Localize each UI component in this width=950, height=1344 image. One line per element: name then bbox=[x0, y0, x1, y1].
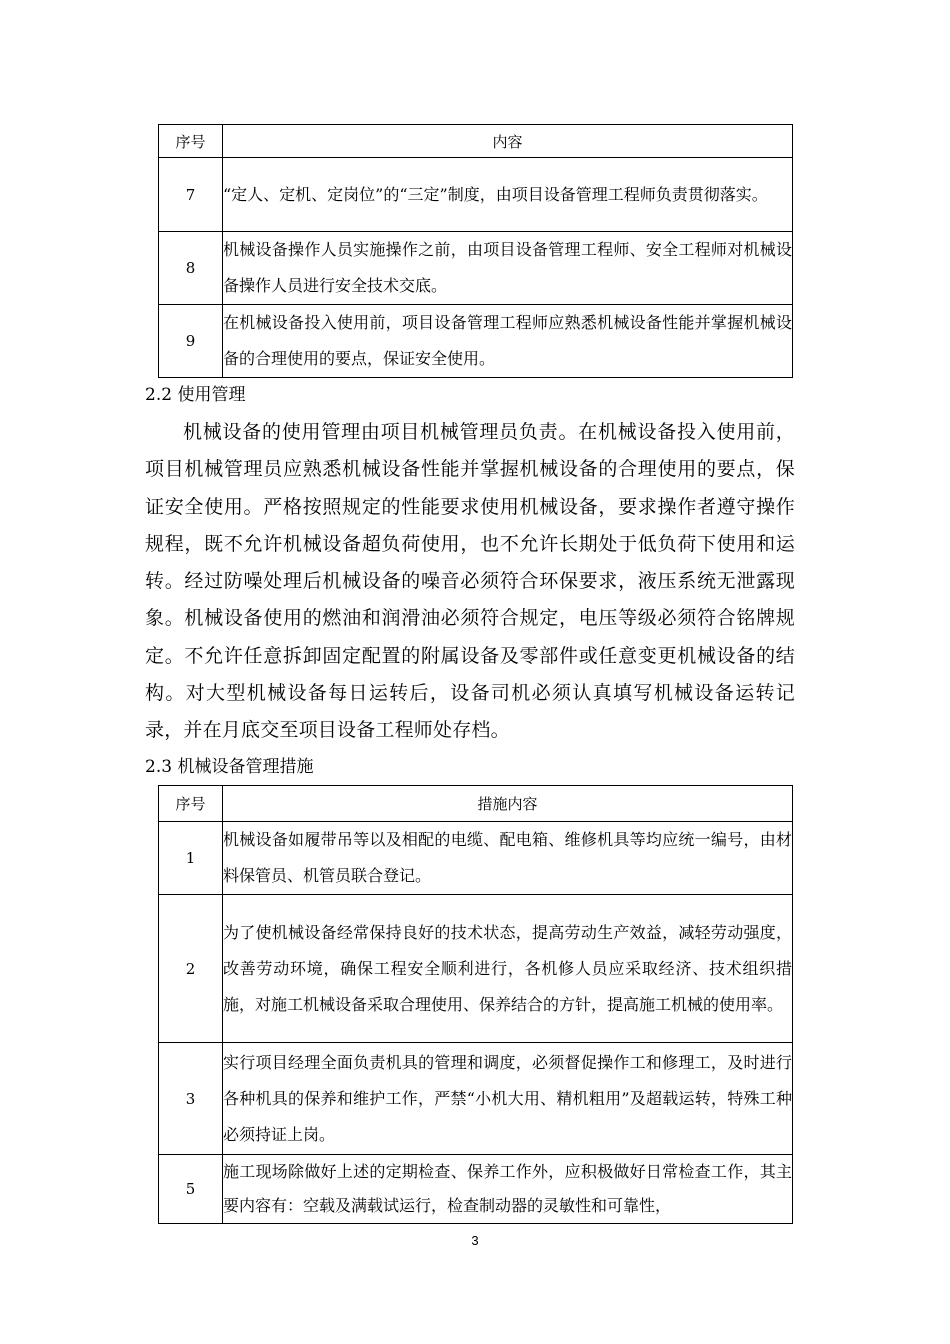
row-number: 3 bbox=[159, 1043, 223, 1155]
row-number: 1 bbox=[159, 822, 223, 895]
table-row bbox=[159, 1155, 793, 1224]
section-heading-management-measures: 2.3 机械设备管理措施 bbox=[145, 757, 314, 777]
table-row bbox=[159, 822, 793, 895]
table-header-row bbox=[159, 786, 793, 822]
row-number: 7 bbox=[159, 158, 223, 232]
page-number: 3 bbox=[471, 1233, 479, 1248]
table-header-row bbox=[159, 125, 793, 158]
table-row bbox=[159, 232, 793, 305]
header-cell-number: 序号 bbox=[159, 125, 223, 158]
row-number: 8 bbox=[159, 232, 223, 305]
management-measures-table bbox=[158, 785, 793, 1224]
usage-management-paragraph: 机械设备的使用管理由项目机械管理员负责。在机械设备投入使用前，项目机械管理员应熟悉机械设备性能并掌握机械设备的合理使用的要点，保证安全使用。严格按照规定的性能要求使用机械设备，要求操作者遵守操作规程，既不允许机械设备超负荷使用，也不允许长期处于低负荷下使用和运转。经过防噪处理后机械设备的噪音必须符合环保要求，液压系统无泄露现象。机械设备使用的燃油和润滑油必须符合规定，电压等级必须符合铭牌规定。不允许任意拆卸固定配置的附属设备及零部件或任意变更机械设备的结构。对大型机械设备每日运转后，设备司机必须认真填写机械设备运转记录，并在月底交至项目设备工程师处存档。 bbox=[145, 421, 795, 742]
table-row bbox=[159, 305, 793, 378]
table-row bbox=[159, 895, 793, 1043]
row-text: “定人、定机、定岗位”的“三定”制度，由项目设备管理工程师负责贯彻落实。 bbox=[223, 158, 793, 232]
row-text: 机械设备操作人员实施操作之前，由项目设备管理工程师、安全工程师对机械设备操作人员进行安全技术交底。 bbox=[223, 232, 793, 305]
row-text: 施工现场除做好上述的定期检查、保养工作外，应积极做好日常检查工作，其主要内容有：空载及满载试运行，检查制动器的灵敏性和可靠性， bbox=[223, 1155, 793, 1224]
row-text: 实行项目经理全面负责机具的管理和调度，必须督促操作工和修理工，及时进行各种机具的保养和维护工作，严禁“小机大用、精机粗用”及超载运转，特殊工种必须持证上岗。 bbox=[223, 1043, 793, 1155]
section-heading-usage-management: 2.2 使用管理 bbox=[145, 385, 246, 405]
header-cell-content: 内容 bbox=[223, 125, 793, 158]
table-row bbox=[159, 1043, 793, 1155]
header-cell-number: 序号 bbox=[159, 786, 223, 822]
row-text: 机械设备如履带吊等以及相配的电缆、配电箱、维修机具等均应统一编号，由材料保管员、机管员联合登记。 bbox=[223, 822, 793, 895]
row-text: 在机械设备投入使用前，项目设备管理工程师应熟悉机械设备性能并掌握机械设备的合理使用的要点，保证安全使用。 bbox=[223, 305, 793, 378]
header-cell-measures: 措施内容 bbox=[223, 786, 793, 822]
row-number: 2 bbox=[159, 895, 223, 1043]
row-text: 为了使机械设备经常保持良好的技术状态，提高劳动生产效益，减轻劳动强度，改善劳动环境，确保工程安全顺利进行，各机修人员应采取经济、技术组织措施，对施工机械设备采取合理使用、保养结合的方针，提高施工机械的使用率。 bbox=[223, 895, 793, 1043]
equipment-responsibility-table bbox=[158, 124, 793, 378]
row-number: 9 bbox=[159, 305, 223, 378]
row-number: 5 bbox=[159, 1155, 223, 1224]
table-row bbox=[159, 158, 793, 232]
